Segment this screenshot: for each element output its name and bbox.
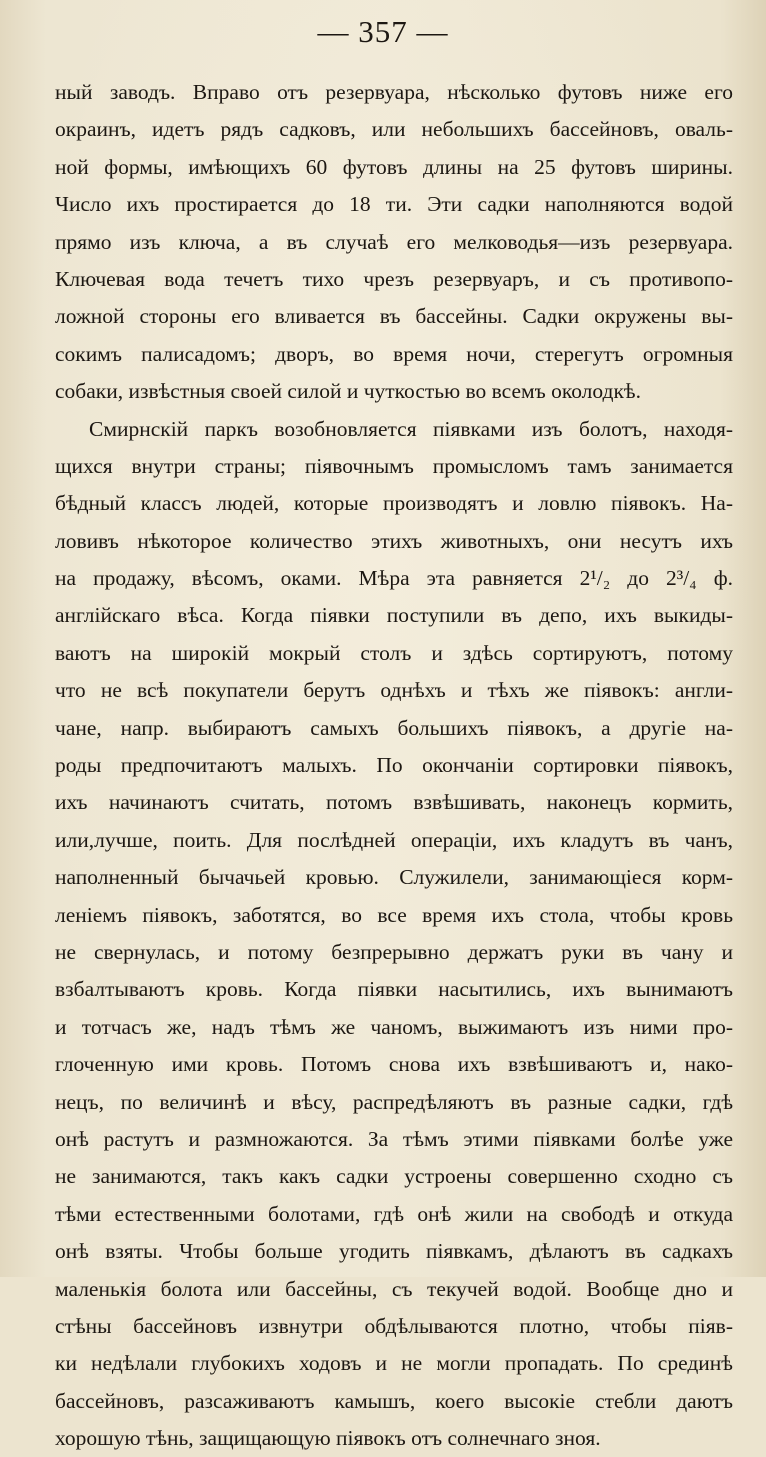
text-line: глоченную ими кровь. Потомъ снова ихъ взвѣшиваютъ и, нако-	[55, 1052, 733, 1077]
text-line: ки недѣлали глубокихъ ходовъ и не могли пропадать. По срединѣ	[55, 1351, 733, 1376]
text-line: ваютъ на широкій мокрый столъ и здѣсь сортируютъ, потому	[55, 640, 733, 665]
text-line: прямо изъ ключа, а въ случаѣ его мелководья—изъ резервуара.	[55, 229, 733, 254]
body-text	[55, 74, 733, 1457]
text-line: хорошую тѣнь, защищающую піявокъ отъ солнечнаго зноя.	[55, 1426, 601, 1451]
text-line: не свернулась, и потому безпрерывно держатъ руки въ чану и	[55, 939, 733, 964]
text-line: Ключевая вода течетъ тихо чрезъ резервуаръ, и съ противопо-	[55, 266, 733, 291]
text-line: Число ихъ простирается до 18 ти. Эти садки наполняются водой	[55, 192, 733, 217]
text-line: ной формы, имѣющихъ 60 футовъ длины на 25 футовъ ширины.	[55, 154, 733, 179]
text-line: бассейновъ, разсаживаютъ камышъ, коего высокіе стебли даютъ	[55, 1388, 733, 1413]
text-line: собаки, извѣстныя своей силой и чуткостью во всемъ околодкѣ.	[55, 379, 641, 404]
text-line: наполненный бычачьей кровью. Служилели, занимающіеся корм-	[55, 865, 733, 890]
text-line: нецъ, по величинѣ и вѣсу, распредѣляютъ въ разные садки, гдѣ	[55, 1089, 733, 1114]
text-line: англійскаго вѣса. Когда піявки поступили въ депо, ихъ выкиды-	[55, 603, 733, 628]
text-line: онѣ взяты. Чтобы больше угодить піявкамъ, дѣлаютъ въ садкахъ	[55, 1239, 733, 1264]
text-line: ловивъ нѣкоторое количество этихъ животныхъ, они несутъ ихъ	[55, 528, 733, 553]
text-line: маленькія болота или бассейны, съ текучей водой. Вообще дно и	[55, 1276, 733, 1301]
text-line: тѣми естественными болотами, гдѣ онѣ жили на свободѣ и откуда	[55, 1201, 733, 1226]
text-line: щихся внутри страны; піявочнымъ промысломъ тамъ занимается	[55, 453, 733, 478]
text-line: или,лучше, поить. Для послѣдней операціи, ихъ кладутъ въ чанъ,	[55, 827, 733, 852]
text-line: стѣны бассейновъ извнутри обдѣлываются плотно, чтобы піяв-	[55, 1313, 733, 1338]
text-line: окраинъ, идетъ рядъ садковъ, или небольшихъ бассейновъ, оваль-	[55, 117, 733, 142]
text-line: не занимаются, такъ какъ садки устроены совершенно сходно съ	[55, 1164, 733, 1189]
text-line: на продажу, вѣсомъ, оками. Мѣра эта равняется 2¹/₂ до 2³/₄ ф.	[55, 566, 733, 591]
text-line: сокимъ палисадомъ; дворъ, во время ночи, стерегутъ огромныя	[55, 341, 733, 366]
text-line: чане, напр. выбираютъ самыхъ большихъ піявокъ, а другіе на-	[55, 715, 733, 740]
page-number: — 357 —	[317, 14, 449, 49]
text-line: роды предпочитаютъ малыхъ. По окончаніи сортировки піявокъ,	[55, 753, 733, 778]
paragraph-first-line: Смирнскій паркъ возобновляется піявками изъ болотъ, находя-	[89, 416, 733, 441]
text-line: ложной стороны его вливается въ бассейны. Садки окружены вы-	[55, 304, 733, 329]
text-line: ный заводъ. Вправо отъ резервуара, нѣсколько футовъ ниже его	[55, 80, 733, 104]
text-line: бѣдный классъ людей, которые производятъ и ловлю піявокъ. На-	[55, 491, 733, 516]
text-line: взбалтываютъ кровь. Когда піявки насытились, ихъ вынимаютъ	[55, 977, 733, 1002]
text-line: ихъ начинаютъ считать, потомъ взвѣшивать, наконецъ кормить,	[55, 790, 733, 815]
text-line: леніемъ піявокъ, заботятся, во все время ихъ стола, чтобы кровь	[55, 902, 733, 927]
text-line: что не всѣ покупатели берутъ однѣхъ и тѣхъ же піявокъ: англи-	[55, 678, 733, 703]
text-line: онѣ растутъ и размножаются. За тѣмъ этими піявками болѣе уже	[55, 1126, 733, 1151]
text-line: и тотчасъ же, надъ тѣмъ же чаномъ, выжимаютъ изъ ними про-	[55, 1014, 733, 1039]
